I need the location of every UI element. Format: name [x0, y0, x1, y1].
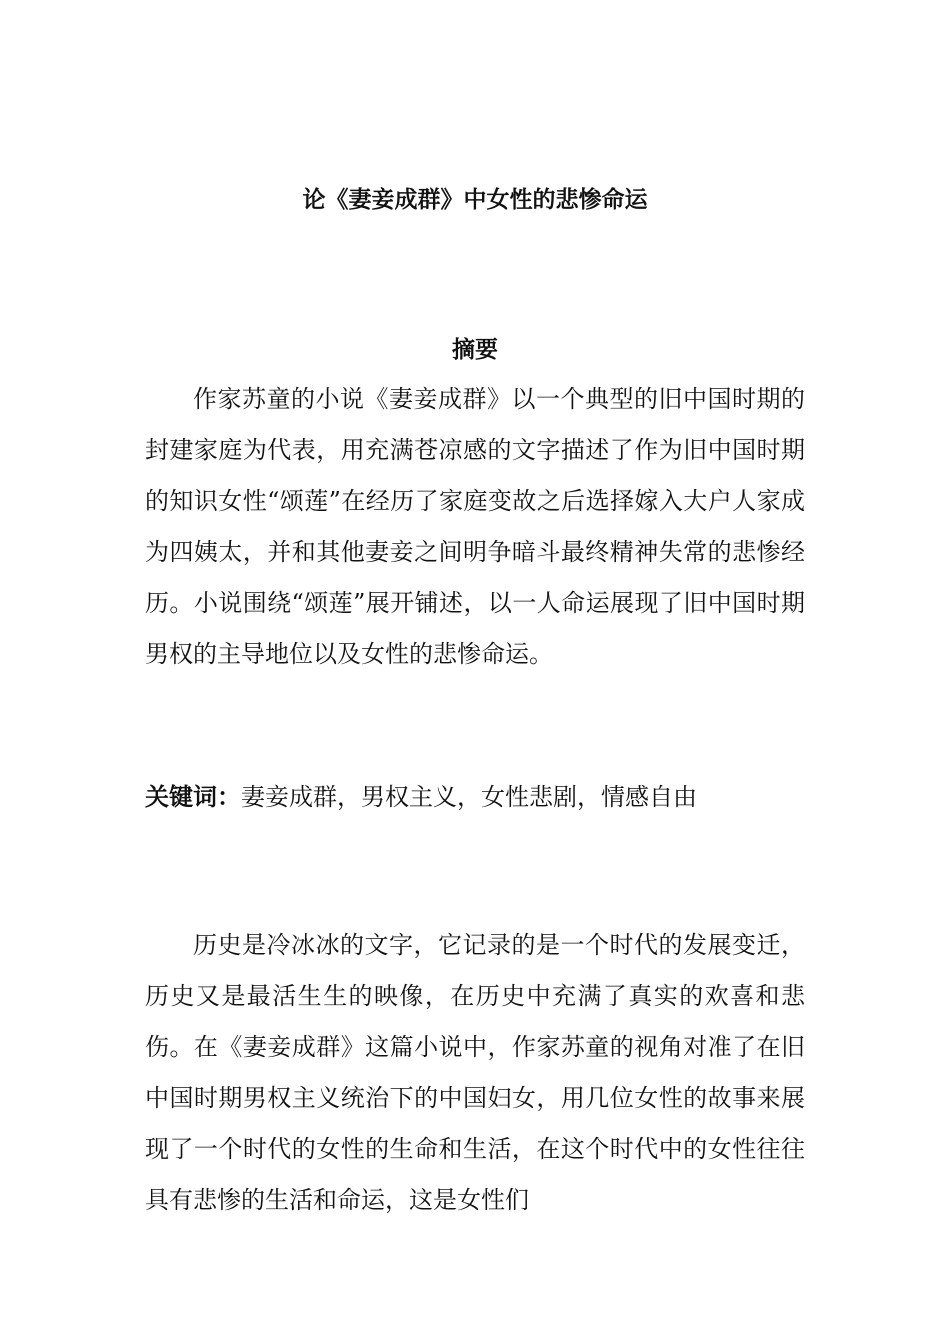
- keywords-value: 妻妾成群，男权主义，女性悲剧，情感自由: [241, 783, 697, 811]
- page-title: 论《妻妾成群》中女性的悲惨命运: [302, 187, 648, 213]
- body-paragraph: 历史是冷冰冰的文字，它记录的是一个时代的发展变迁，历史又是最活生生的映像，在历史中充满了真实的欢喜和悲伤。在《妻妾成群》这篇小说中，作家苏童的视角对准了在旧中国时期男权主义统治下的中国妇女，用几位女性的故事来展现了一个时代的女性的生命和生活，在这个时代中的女性往往具有悲惨的生活和命运，这是女性们: [145, 931, 805, 1214]
- keywords-line: [145, 772, 805, 823]
- keywords-label: 关键词：: [145, 783, 241, 811]
- abstract-heading: 摘要: [452, 337, 498, 363]
- abstract-paragraph: 作家苏童的小说《妻妾成群》以一个典型的旧中国时期的封建家庭为代表，用充满苍凉感的文字描述了作为旧中国时期的知识女性“颂莲”在经历了家庭变故之后选择嫁入大户人家成为四姨太，并和其他妻妾之间明争暗斗最终精神失常的悲惨经历。小说围绕“颂莲”展开铺述，以一人命运展现了旧中国时期男权的主导地位以及女性的悲惨命运。: [145, 385, 805, 668]
